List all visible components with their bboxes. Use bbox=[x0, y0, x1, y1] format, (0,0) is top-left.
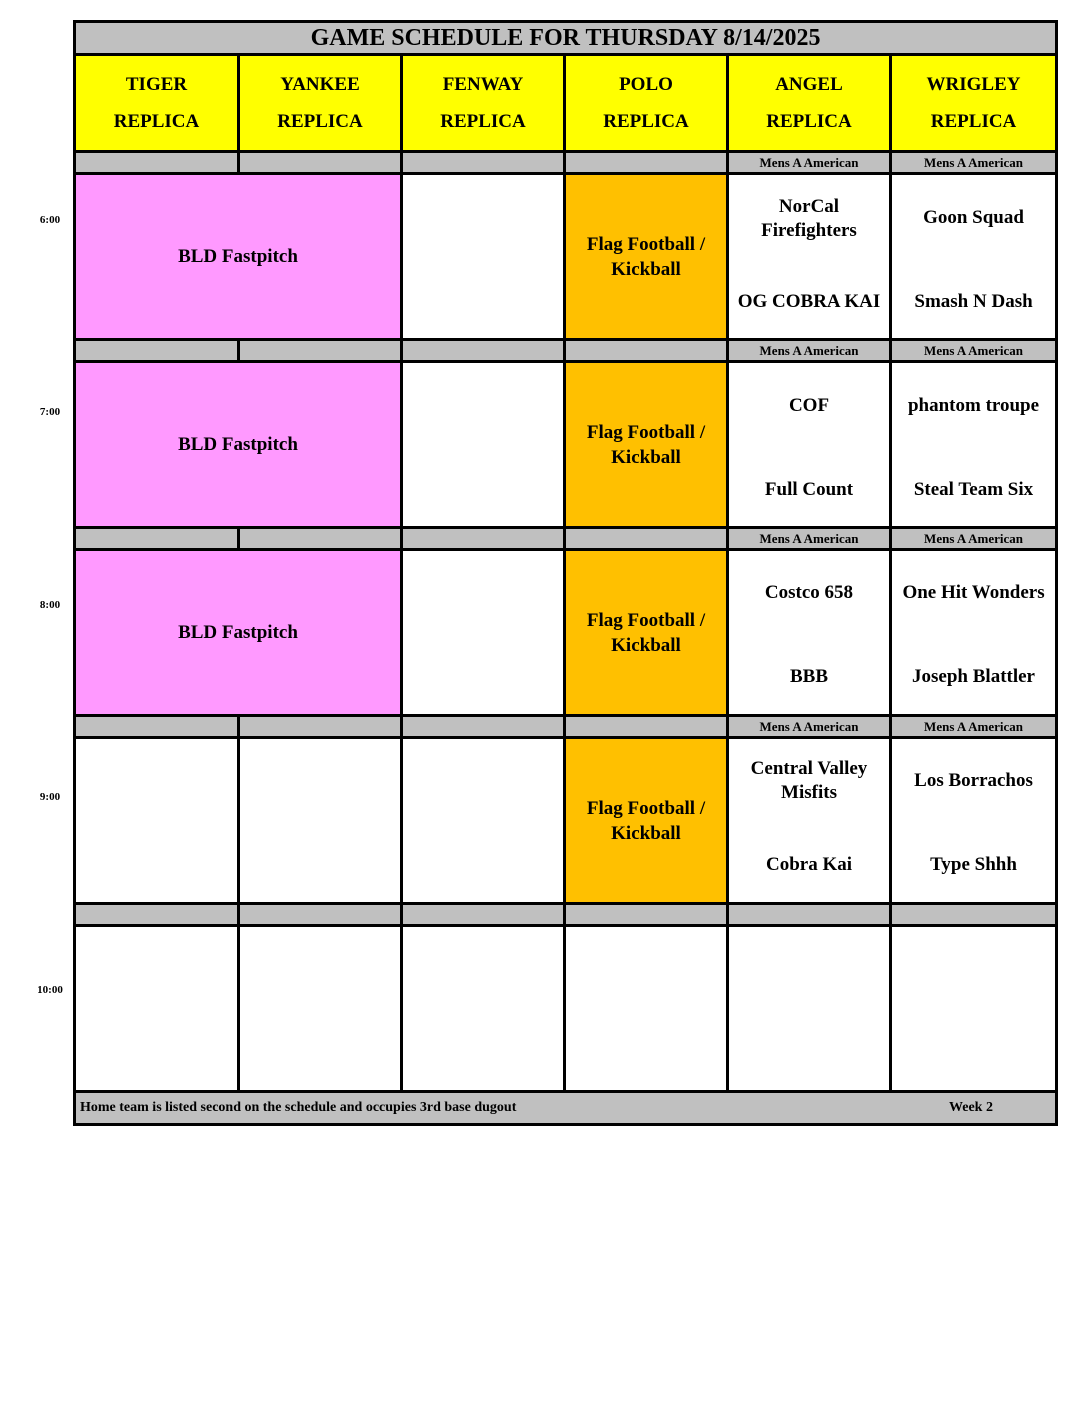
game-cell-angel bbox=[728, 738, 891, 904]
division-label: Mens A American bbox=[728, 340, 891, 362]
division-label: Mens A American bbox=[728, 152, 891, 174]
division-cell-empty bbox=[239, 340, 402, 362]
division-cell-empty bbox=[565, 152, 728, 174]
field-sub: REPLICA bbox=[440, 111, 526, 132]
empty-slot bbox=[402, 362, 565, 528]
game-cell-wrigley bbox=[891, 738, 1057, 904]
division-cell-empty bbox=[565, 904, 728, 926]
game-cell-angel bbox=[728, 550, 891, 716]
away-team: phantom troupe bbox=[907, 395, 1040, 416]
field-sub: REPLICA bbox=[930, 111, 1017, 132]
division-cell-empty bbox=[728, 904, 891, 926]
away-team: Costco 658 bbox=[764, 582, 854, 603]
field-sub: REPLICA bbox=[766, 111, 852, 132]
division-cell-empty bbox=[891, 904, 1057, 926]
time-label-8: 8:00 bbox=[39, 599, 61, 611]
footer-week: Week 2 bbox=[949, 1100, 993, 1115]
schedule-footer bbox=[75, 1092, 1057, 1125]
flag-label-line2: Kickball bbox=[611, 446, 681, 468]
field-name: TIGER bbox=[125, 74, 188, 95]
away-team bbox=[729, 757, 889, 805]
division-label: Mens A American bbox=[728, 716, 891, 738]
division-cell-empty bbox=[75, 904, 239, 926]
away-team bbox=[729, 195, 889, 243]
flag-football-block bbox=[565, 738, 728, 904]
division-label: Mens A American bbox=[891, 716, 1057, 738]
empty-slot bbox=[75, 926, 239, 1092]
division-label: Mens A American bbox=[891, 152, 1057, 174]
away-team-line2: Misfits bbox=[781, 782, 837, 803]
empty-slot bbox=[239, 738, 402, 904]
division-cell-empty bbox=[565, 716, 728, 738]
away-team: Los Borrachos bbox=[914, 770, 1033, 791]
empty-slot bbox=[402, 550, 565, 716]
division-cell-empty bbox=[402, 528, 565, 550]
flag-label-line2: Kickball bbox=[611, 258, 681, 280]
bld-fastpitch-block: BLD Fastpitch bbox=[75, 174, 402, 340]
division-cell-empty bbox=[75, 340, 239, 362]
flag-football-block bbox=[565, 550, 728, 716]
field-header-fenway bbox=[402, 55, 565, 152]
division-label: Mens A American bbox=[891, 528, 1057, 550]
away-team: Goon Squad bbox=[923, 207, 1024, 228]
field-sub: REPLICA bbox=[277, 111, 363, 132]
home-team: OG COBRA KAI bbox=[737, 291, 881, 312]
away-team-line1: NorCal bbox=[778, 196, 840, 217]
away-team-line2: Firefighters bbox=[761, 220, 857, 241]
field-name: ANGEL bbox=[775, 74, 843, 95]
flag-label-line1: Flag Football / bbox=[586, 421, 706, 443]
home-team: Smash N Dash bbox=[914, 291, 1033, 312]
field-sub: REPLICA bbox=[603, 111, 689, 132]
footer-note: Home team is listed second on the schedule and occupies 3rd base dugout bbox=[80, 1100, 517, 1115]
schedule-table bbox=[73, 20, 1058, 1126]
game-cell-angel bbox=[728, 174, 891, 340]
division-cell-empty bbox=[75, 528, 239, 550]
bld-fastpitch-block: BLD Fastpitch bbox=[75, 550, 402, 716]
empty-slot bbox=[75, 738, 239, 904]
field-header-tiger bbox=[75, 55, 239, 152]
empty-slot bbox=[565, 926, 728, 1092]
empty-slot bbox=[728, 926, 891, 1092]
division-cell-empty bbox=[239, 904, 402, 926]
division-cell-empty bbox=[565, 340, 728, 362]
time-label-6: 6:00 bbox=[39, 214, 61, 226]
division-cell-empty bbox=[565, 528, 728, 550]
bld-fastpitch-block: BLD Fastpitch bbox=[75, 362, 402, 528]
away-team: COF bbox=[788, 395, 830, 416]
division-cell-empty bbox=[75, 152, 239, 174]
division-label: Mens A American bbox=[728, 528, 891, 550]
home-team: BBB bbox=[789, 666, 829, 687]
field-name: YANKEE bbox=[280, 74, 360, 95]
flag-label-line2: Kickball bbox=[611, 634, 681, 656]
home-team: Type Shhh bbox=[930, 854, 1017, 875]
division-cell-empty bbox=[239, 152, 402, 174]
away-team: One Hit Wonders bbox=[902, 582, 1045, 603]
flag-label-line1: Flag Football / bbox=[586, 233, 706, 255]
division-label: Mens A American bbox=[891, 340, 1057, 362]
flag-football-block bbox=[565, 362, 728, 528]
time-label-7: 7:00 bbox=[39, 406, 61, 418]
empty-slot bbox=[402, 926, 565, 1092]
empty-slot bbox=[239, 926, 402, 1092]
schedule-title: GAME SCHEDULE FOR THURSDAY 8/14/2025 bbox=[75, 22, 1057, 55]
division-cell-empty bbox=[239, 716, 402, 738]
field-sub: REPLICA bbox=[113, 111, 200, 132]
home-team: Joseph Blattler bbox=[912, 666, 1035, 687]
flag-label-line1: Flag Football / bbox=[586, 797, 706, 819]
field-header-angel bbox=[728, 55, 891, 152]
division-cell-empty bbox=[402, 340, 565, 362]
field-header-polo bbox=[565, 55, 728, 152]
division-cell-empty bbox=[239, 528, 402, 550]
field-header-yankee bbox=[239, 55, 402, 152]
time-label-9: 9:00 bbox=[39, 791, 61, 803]
division-cell-empty bbox=[75, 716, 239, 738]
time-label-10: 10:00 bbox=[37, 984, 63, 996]
empty-slot bbox=[402, 738, 565, 904]
field-header-wrigley bbox=[891, 55, 1057, 152]
game-cell-angel bbox=[728, 362, 891, 528]
division-cell-empty bbox=[402, 716, 565, 738]
division-cell-empty bbox=[402, 904, 565, 926]
home-team: Steal Team Six bbox=[913, 479, 1034, 500]
empty-slot bbox=[402, 174, 565, 340]
home-team: Cobra Kai bbox=[765, 854, 853, 875]
game-cell-wrigley bbox=[891, 550, 1057, 716]
field-name: FENWAY bbox=[442, 74, 524, 95]
field-name: POLO bbox=[619, 74, 673, 95]
division-cell-empty bbox=[402, 152, 565, 174]
flag-football-block bbox=[565, 174, 728, 340]
game-cell-wrigley bbox=[891, 362, 1057, 528]
flag-label-line1: Flag Football / bbox=[586, 609, 706, 631]
home-team: Full Count bbox=[764, 479, 854, 500]
empty-slot bbox=[891, 926, 1057, 1092]
game-cell-wrigley bbox=[891, 174, 1057, 340]
flag-label-line2: Kickball bbox=[611, 822, 681, 844]
away-team-line1: Central Valley bbox=[750, 758, 868, 779]
field-name: WRIGLEY bbox=[926, 74, 1021, 95]
